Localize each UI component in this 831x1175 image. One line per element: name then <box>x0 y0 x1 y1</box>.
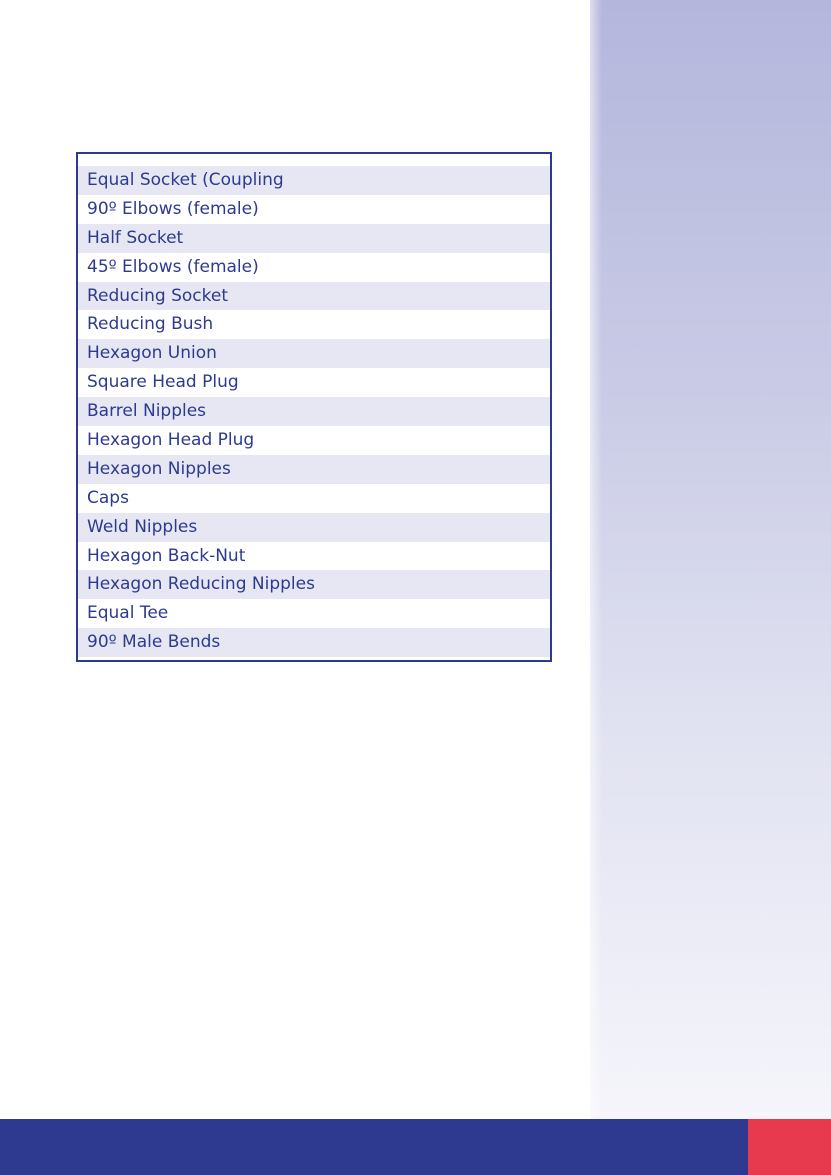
table-row-90-elbows-female: 90º Elbows (female) <box>78 195 550 224</box>
fittings-table <box>76 152 552 662</box>
table-row-hexagon-head-plug: Hexagon Head Plug <box>78 426 550 455</box>
table-row-90-male-bends: 90º Male Bends <box>78 628 550 657</box>
table-row-reducing-bush: Reducing Bush <box>78 310 550 339</box>
footer-bar <box>0 1119 748 1175</box>
table-row-hexagon-back-nut: Hexagon Back-Nut <box>78 542 550 571</box>
table-row-equal-tee: Equal Tee <box>78 599 550 628</box>
table-row-barrel-nipples: Barrel Nipples <box>78 397 550 426</box>
table-row-half-socket: Half Socket <box>78 224 550 253</box>
table-row-caps: Caps <box>78 484 550 513</box>
table-row-45-elbows-female: 45º Elbows (female) <box>78 253 550 282</box>
side-gradient-panel <box>590 0 831 1119</box>
table-row-equal-socket: Equal Socket (Coupling <box>78 166 550 195</box>
footer-accent-block <box>748 1119 831 1175</box>
side-panel-edge <box>590 0 602 1119</box>
table-row-hexagon-reducing-nipples: Hexagon Reducing Nipples <box>78 570 550 599</box>
table-row-hexagon-union: Hexagon Union <box>78 339 550 368</box>
table-row-square-head-plug: Square Head Plug <box>78 368 550 397</box>
table-row-reducing-socket: Reducing Socket <box>78 282 550 311</box>
fittings-list <box>78 154 550 657</box>
table-row-weld-nipples: Weld Nipples <box>78 513 550 542</box>
table-row-hexagon-nipples: Hexagon Nipples <box>78 455 550 484</box>
